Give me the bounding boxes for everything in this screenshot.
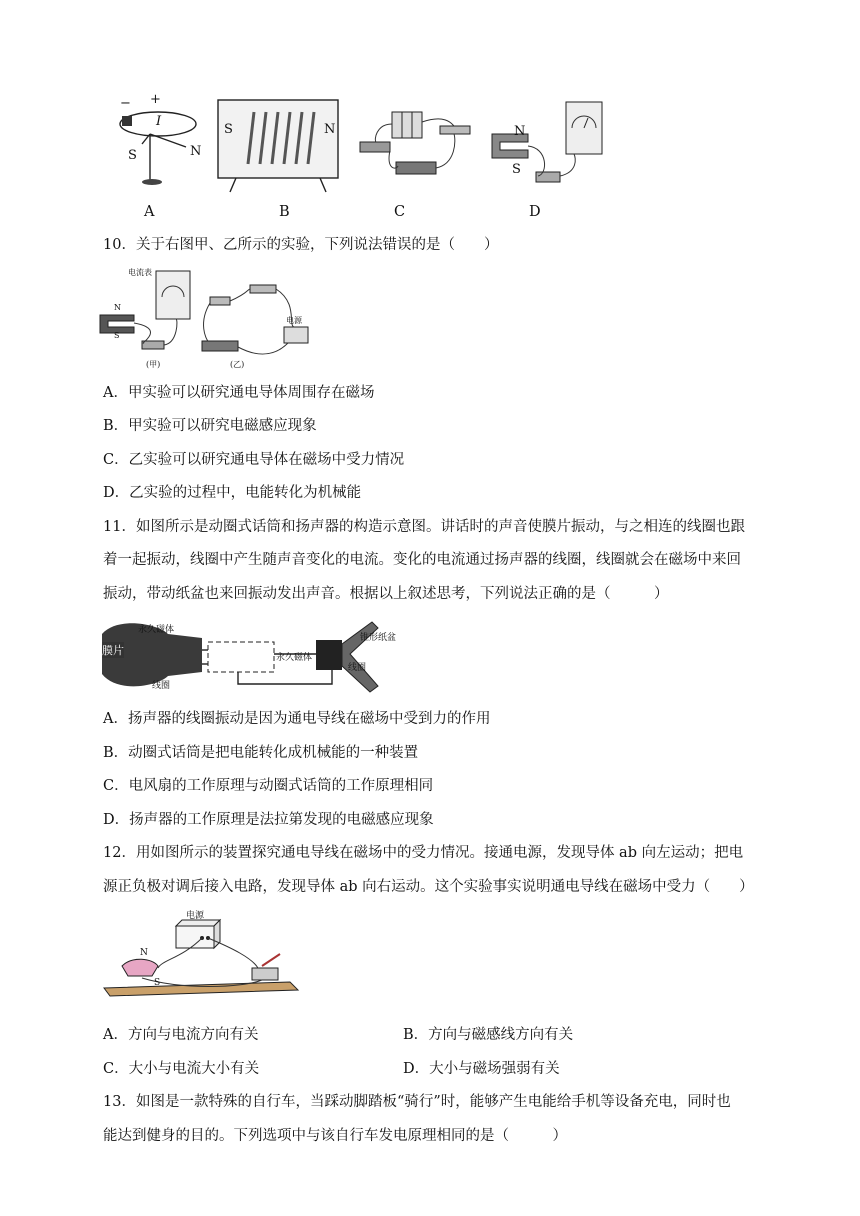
q10-fig-power: 电源: [286, 316, 302, 325]
q10-option-c: C．乙实验可以研究通电导体在磁场中受力情况: [103, 452, 405, 468]
q11-fig-cone: 锥形纸盆: [360, 633, 397, 643]
q12-fig-power: 电源: [186, 911, 205, 921]
q11-fig-coil-1: 线圈: [152, 681, 171, 691]
q12-stem-line-1: 12．用如图所示的装置探究通电导线在磁场中的受力情况。接通电源，发现导体 ab 向左运动；把电: [103, 845, 744, 861]
figure-a: [110, 92, 210, 192]
q11-stem-line-3: 振动，带动纸盆也来回振动发出声音。根据以上叙述思考，下列说法正确的是（ ）: [103, 586, 669, 602]
q11-stem-line-1: 11．如图所示是动圈式话筒和扬声器的构造示意图。讲话时的声音使膜片振动，与之相连的线圈也跟: [103, 519, 745, 535]
q12-figure-drawing: [102, 908, 302, 1000]
option-label-b: B: [279, 204, 290, 220]
q11-option-d: D．扬声器的工作原理是法拉第发现的电磁感应现象: [103, 812, 434, 828]
figure-b: [216, 98, 340, 194]
q12-option-c: C．大小与电流大小有关: [103, 1061, 260, 1077]
figure-d: [488, 98, 610, 188]
q10-stem: 10．关于右图甲、乙所示的实验，下列说法错误的是（ ）: [103, 237, 499, 253]
q12-fig-s: S: [154, 978, 161, 988]
option-label-c: C: [394, 204, 406, 220]
q11-figure: [98, 614, 398, 706]
q11-option-c: C．电风扇的工作原理与动圈式话筒的工作原理相同: [103, 778, 434, 794]
q12-fig-n: N: [140, 948, 148, 958]
figure-b-drawing: [216, 98, 340, 194]
q10-fig-s: S: [114, 331, 120, 340]
q11-stem-line-2: 着一起振动，线圈中产生随声音变化的电流。变化的电流通过扬声器的线圈，线圈就会在磁场中来回: [103, 552, 741, 568]
fig-a-s: S: [128, 148, 137, 163]
fig-a-n: N: [190, 144, 202, 159]
fig-b-s: S: [224, 122, 233, 137]
q11-fig-diaphragm: 膜片: [102, 644, 124, 657]
q10-fig-n: N: [114, 303, 121, 312]
q10-option-a: A．甲实验可以研究通电导体周围存在磁场: [103, 385, 375, 401]
option-label-a: A: [144, 204, 155, 220]
q12-figure: [102, 908, 302, 1000]
q13-stem-line-1: 13．如图是一款特殊的自行车，当踩动脚踏板“骑行”时，能够产生电能给手机等设备充电，同时也: [103, 1094, 731, 1110]
q11-fig-magnet-1: 永久磁体: [138, 625, 175, 635]
fig-b-n: N: [324, 122, 336, 137]
q11-option-b: B．动圈式话筒是把电能转化成机械能的一种装置: [103, 745, 419, 761]
q10-option-b: B．甲实验可以研究电磁感应现象: [103, 418, 317, 434]
fig-a-current: I: [156, 114, 162, 129]
q11-fig-magnet-2: 永久磁体: [276, 653, 313, 663]
figure-c-drawing: [356, 104, 476, 186]
q12-stem-line-2: 源正负极对调后接入电路，发现导体 ab 向右运动。这个实验事实说明通电导线在磁场中受力（ ）: [103, 879, 754, 895]
fig-d-s: S: [512, 162, 521, 177]
option-label-d: D: [529, 204, 541, 220]
figure-d-drawing: [488, 98, 610, 188]
q10-fig-yi: (乙): [230, 360, 245, 369]
q11-fig-coil-2: 线圈: [348, 663, 367, 673]
figure-c: [356, 104, 476, 186]
q12-option-d: D．大小与磁场强弱有关: [403, 1061, 560, 1077]
q10-figure: [98, 263, 320, 371]
fig-a-minus: −: [120, 96, 131, 111]
q10-fig-ammeter: 电流表: [128, 268, 152, 277]
q12-option-b: B．方向与磁感线方向有关: [403, 1027, 574, 1043]
q10-fig-jia: (甲): [146, 360, 161, 369]
fig-a-plus: +: [150, 92, 161, 107]
q13-stem-line-2: 能达到健身的目的。下列选项中与该自行车发电原理相同的是（ ）: [103, 1128, 567, 1144]
q12-option-a: A．方向与电流方向有关: [103, 1027, 259, 1043]
q10-option-d: D．乙实验的过程中，电能转化为机械能: [103, 485, 362, 501]
fig-d-n: N: [514, 124, 526, 139]
q11-option-a: A．扬声器的线圈振动是因为通电导线在磁场中受到力的作用: [103, 711, 491, 727]
